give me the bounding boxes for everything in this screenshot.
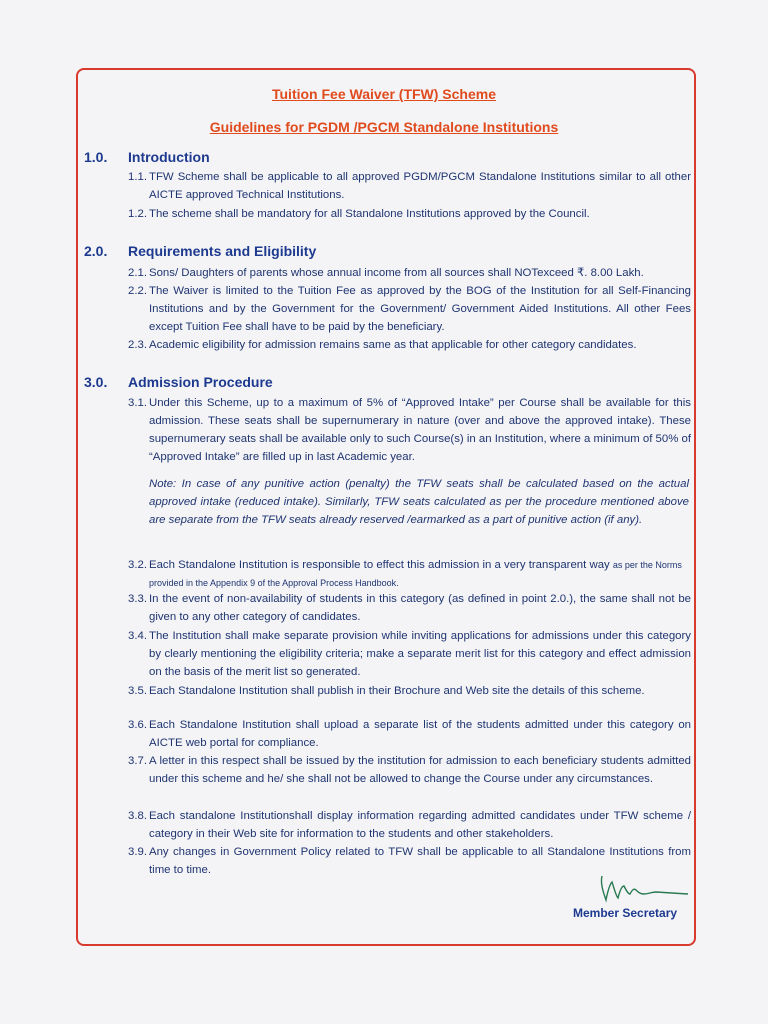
item-number: 3.5. [128, 685, 147, 697]
item-text: Academic eligibility for admission remains same as that applicable for other category candidates. [149, 339, 637, 351]
item-text-main: Each Standalone Institution is responsible to effect this admission in a very transparent way [149, 559, 610, 571]
document-subtitle: Guidelines for PGDM /PGCM Standalone Institutions [209, 119, 559, 135]
item-text: Under this Scheme, up to a maximum of 5% of “Approved Intake” per Course shall be available for this admission. These seats shall be supernumerary in nature (over and above the approved intake). These supernumerary seats shall be available only to such Course(s) in an Institution, where a minimum of 50% of “Approved Intake” are filled up in last Academic year. [149, 397, 691, 463]
item-number: 2.3. [128, 339, 147, 351]
item-text: The scheme shall be mandatory for all Standalone Institutions approved by the Council. [149, 208, 590, 220]
signature-label: Member Secretary [573, 906, 678, 920]
document-title: Tuition Fee Waiver (TFW) Scheme [271, 86, 497, 102]
item-text: Each Standalone Institution shall upload a separate list of the students admitted under this category on AICTE web portal for compliance. [149, 719, 691, 749]
item-text: Each standalone Institutionshall display information regarding admitted candidates under TFW scheme / category in their Web site for information to the students and other stakeholders. [149, 810, 691, 840]
item-number: 3.1. [128, 397, 147, 409]
section-title-introduction: Introduction [128, 149, 210, 165]
item-number: 3.2. [128, 559, 147, 571]
section-number: 3.0. [84, 374, 108, 390]
item-text [149, 556, 691, 592]
section-number: 2.0. [84, 243, 108, 259]
item-number: 2.1. [128, 267, 147, 279]
item-number: 3.8. [128, 810, 147, 822]
item-number: 3.3. [128, 593, 147, 605]
item-text: A letter in this respect shall be issued by the institution for admission to each beneficiary students admitted under this scheme and he/ she shall not be allowed to change the Course under any circumstances. [149, 755, 691, 785]
item-number: 3.4. [128, 630, 147, 642]
item-number: 3.7. [128, 755, 147, 767]
item-text: In the event of non-availability of students in this category (as defined in point 2.0.), the same shall not be given to any other category of candidates. [149, 593, 691, 623]
item-number: 1.2. [128, 208, 147, 220]
section-title-requirements: Requirements and Eligibility [128, 243, 317, 259]
item-text: The Waiver is limited to the Tuition Fee as approved by the BOG of the Institution for all Self-Financing Institutions and by the Government for the Government/ Government Aided Institutions. All other Fees except Tuition Fee shall have to be paid by the beneficiary. [149, 285, 691, 333]
item-text: Each Standalone Institution shall publish in their Brochure and Web site the details of this scheme. [149, 685, 645, 697]
section-title-admission: Admission Procedure [128, 374, 273, 390]
section-number: 1.0. [84, 149, 108, 165]
item-number: 3.9. [128, 846, 147, 858]
item-number: 3.6. [128, 719, 147, 731]
note-text: Note: In case of any punitive action (penalty) the TFW seats shall be calculated based on the actual approved intake (reduced intake). Similarly, TFW seats calculated as per the procedure mentioned above are separate from the TFW seats already reserved /earmarked as a part of punitive action (if any). [149, 478, 689, 526]
item-text: The Institution shall make separate provision while inviting applications for admissions under this category by clearly mentioning the eligibility criteria; make a separate merit list for this category and effect admission on the basis of the merit list so generated. [149, 630, 691, 678]
item-text: Sons/ Daughters of parents whose annual income from all sources shall NOTexceed ₹. 8.00 Lakh. [149, 267, 644, 279]
item-text-small: as per the Norms provided in the Appendix 9 of the Approval Process Handbook. [149, 560, 682, 588]
item-text: Any changes in Government Policy related to TFW shall be applicable to all Standalone Institutions from time to time. [149, 846, 691, 876]
item-text: TFW Scheme shall be applicable to all approved PGDM/PGCM Standalone Institutions similar to all other AICTE approved Technical Institutions. [149, 171, 691, 201]
item-number: 2.2. [128, 285, 147, 297]
handwritten-signature [596, 870, 696, 910]
item-number: 1.1. [128, 171, 147, 183]
